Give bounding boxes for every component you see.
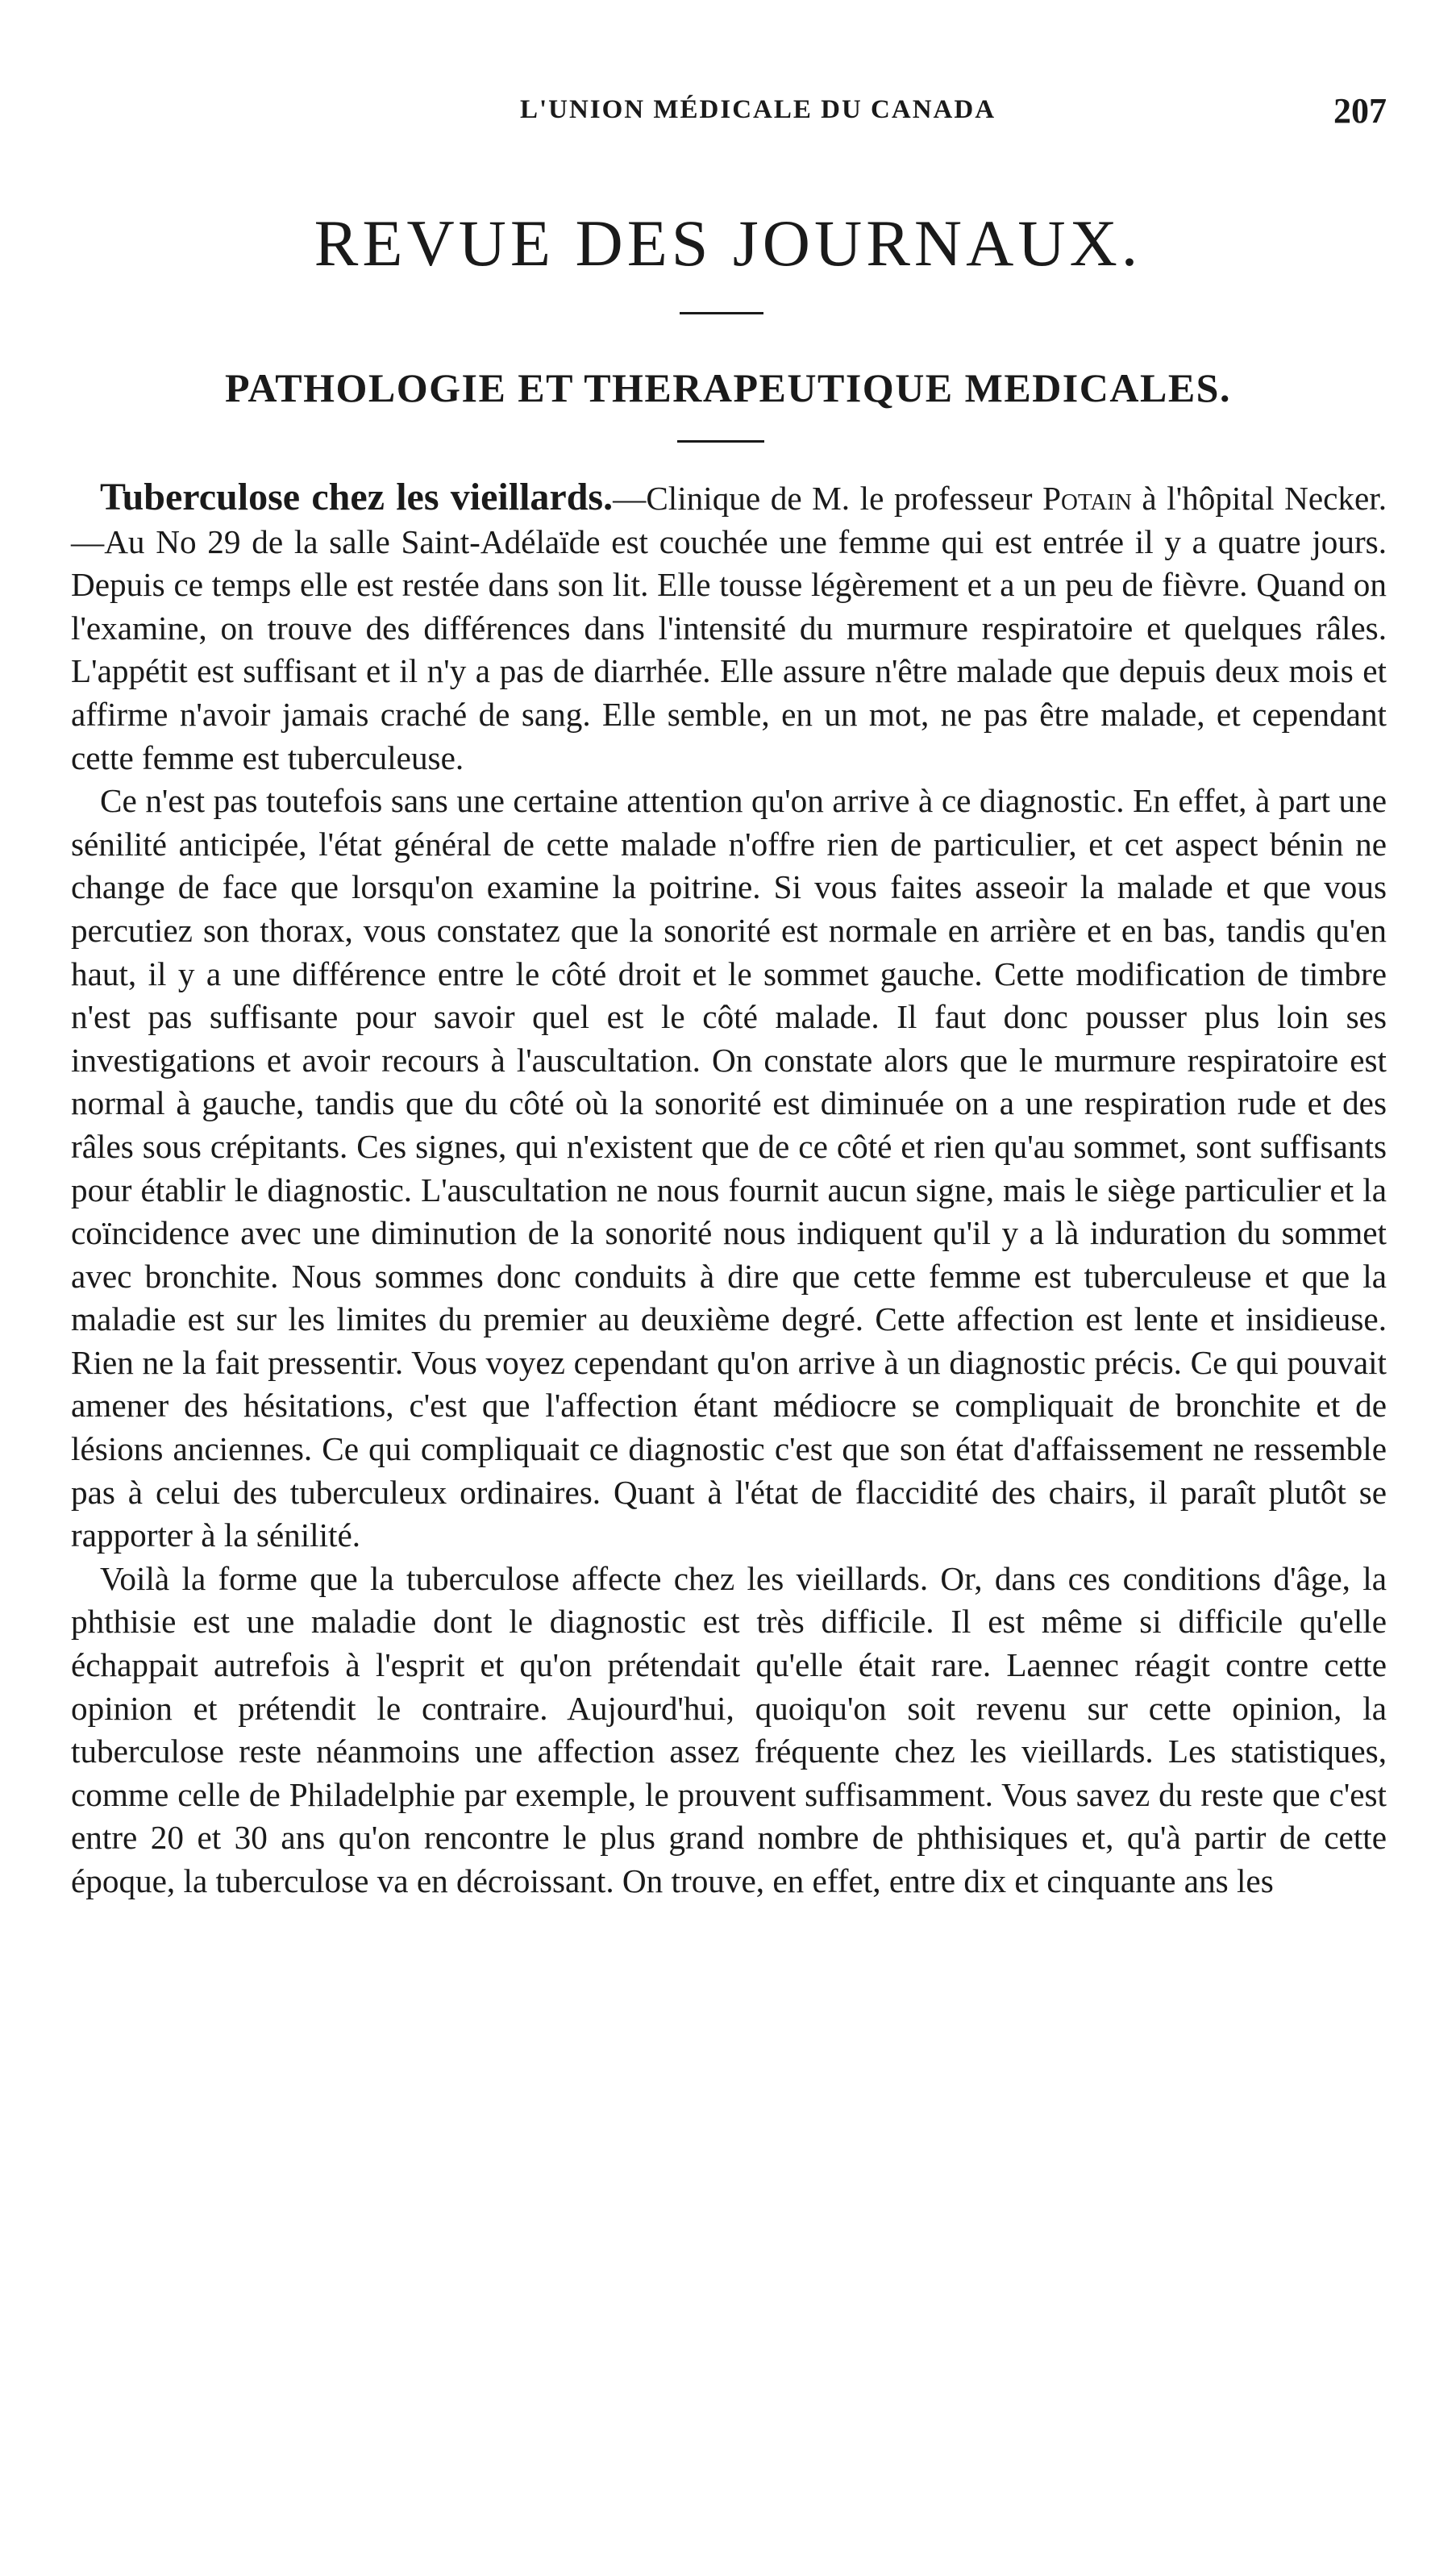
running-header xyxy=(129,91,1387,144)
article-body xyxy=(71,476,1387,1903)
section-title: REVUE DES JOURNAUX. xyxy=(314,206,1142,280)
paragraph xyxy=(71,476,1387,780)
paragraph: Voilà la forme que la tuberculose affecte chez les vieillards. Or, dans ces conditions d'âge, la phthisie est une maladie dont le diagnostic est très difficile. Il est même si difficile qu'elle échappait autrefois à l'esprit et qu'on prétendait qu'elle était rare. Laennec réagit contre cette opinion et prétendit le contraire. Aujourd'hui, quoiqu'on soit revenu sur cette opinion, la tuberculose reste néanmoins une affection assez fréquente chez les vieillards. Les statistiques, comme celle de Philadelphie par exemple, le prouvent suffisamment. Vous savez du reste que c'est entre 20 et 30 ans qu'on rencontre le plus grand nombre de phthisiques et, qu'à partir de cette époque, la tuberculose va en décroissant. On trouve, en effet, entre dix et cinquante ans les xyxy=(71,1559,1387,1899)
paragraph: Ce n'est pas toutefois sans une certaine attention qu'on arrive à ce diagnostic. En effet, à part une sénilité anticipée, l'état général de cette malade n'offre rien de particulier, et cet aspect bénin ne change de face que lorsqu'on examine la poitrine. Si vous faites asseoir la malade et que vous percutiez son thorax, vous constatez que la sonorité est normale en arrière et en bas, tandis qu'en haut, il y a une différence entre le côté droit et le sommet gauche. Cette modification de timbre n'est pas suffisante pour savoir quel est le côté malade. Il faut donc pousser plus loin ses investigations et avoir recours à l'auscultation. On constate alors que le murmure respiratoire est normal à gauche, tandis que du côté où la sonorité est diminuée on a une respiration rude et des râles sous crépitants. Ces signes, qui n'existent que de ce côté et rien qu'au sommet, sont suffisants pour établir le diagnostic. L'auscultation ne nous fournit aucun signe, mais le siège particulier et la coïncidence avec une diminution de la sonorité nous indiquent qu'il y a là induration du sommet avec bronchite. Nous sommes donc conduits à dire que cette femme est tuberculeuse et que la maladie est sur les limites du premier au deuxième degré. Cette affection est lente et insidieuse. Rien ne la fait pressentir. Vous voyez cependant qu'on arrive à un diagnostic précis. Ce qui pouvait amener des hésitations, c'est que l'affection étant médiocre se compliquait de bronchite et de lésions anciennes. Ce qui compliquait ce diagnostic c'est que son état d'affaissement ne ressemble pas à celui des tuberculeux ordinaires. Quant à l'état de flaccidité des chairs, il paraît plutôt se rapporter à la sénilité. xyxy=(71,782,1387,1554)
journal-title: L'UNION MÉDICALE DU CANADA xyxy=(519,95,996,124)
article-lead-title: Tuberculose chez les vieillards. xyxy=(100,476,614,518)
paragraph-text: —Clinique de M. le professeur xyxy=(613,480,1043,517)
professor-name: Potain xyxy=(1042,480,1132,517)
paragraph-text: à l'hôpital Necker.—Au No 29 de la salle Saint-Adélaïde est couchée une femme qui est entrée il y a quatre jours. Depuis ce temps elle est restée dans son lit. Elle tousse légèrement et a un peu de fièvre. Quand on l'examine, on trouve des différences dans l'intensité du murmure respiratoire et quelques râles. L'appétit est suffisant et il n'y a pas de diarrhée. Elle assure n'être malade que depuis deux mois et affirme n'avoir jamais craché de sang. Elle semble, en un mot, ne pas être malade, et cependant cette femme est tuberculeuse. xyxy=(71,480,1387,776)
subsection-title: PATHOLOGIE ET THERAPEUTIQUE MEDICALES. xyxy=(225,365,1231,410)
page-number: 207 xyxy=(1333,91,1387,131)
divider-rule xyxy=(677,440,764,443)
divider-rule xyxy=(680,312,763,314)
